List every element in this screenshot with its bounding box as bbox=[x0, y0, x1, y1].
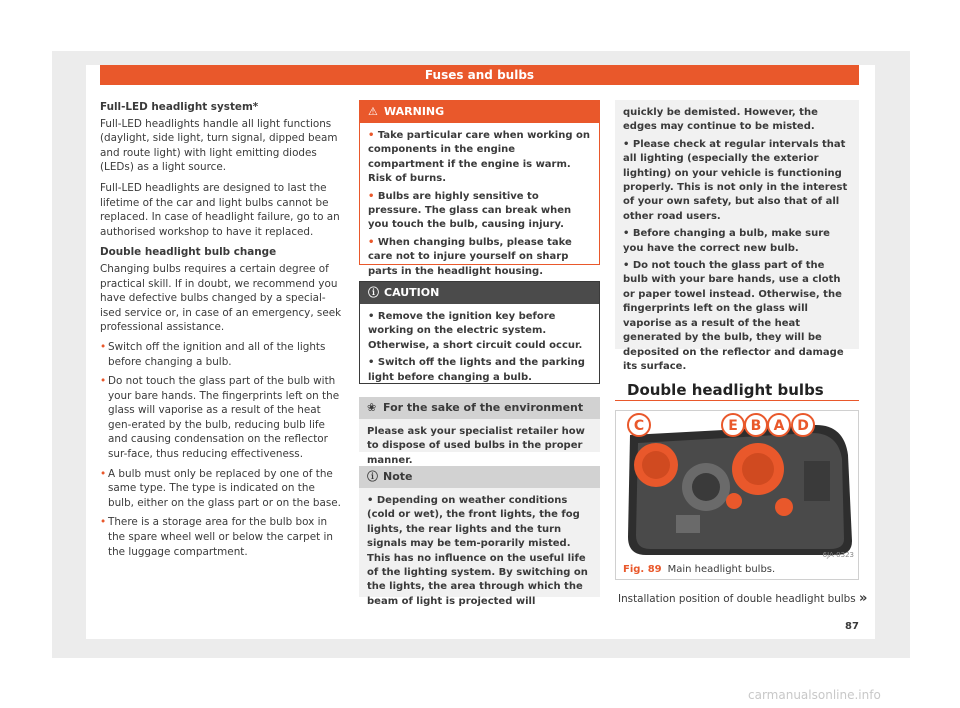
bullet-icon: • bbox=[623, 228, 633, 240]
info-circle-icon: ⓘ bbox=[368, 286, 379, 299]
note-box bbox=[359, 466, 600, 607]
svg-text:E: E bbox=[728, 418, 738, 434]
caution-box bbox=[359, 281, 600, 384]
bullet-icon: • bbox=[100, 516, 107, 529]
note-header: ⓘ Note bbox=[359, 466, 600, 488]
installation-text: Installation position of double headlight bulbs » bbox=[618, 591, 868, 606]
headlight-illustration bbox=[616, 411, 858, 561]
environment-text: Please ask your specialist retailer how to dispose of used bulbs in the proper manner. bbox=[367, 426, 585, 466]
bullet-icon: • bbox=[367, 495, 377, 506]
environment-icon: ❀ bbox=[367, 401, 377, 414]
bullet-icon: • bbox=[368, 130, 378, 141]
figure-label-c bbox=[628, 414, 650, 436]
svg-text:A: A bbox=[773, 418, 785, 434]
list-item: • Please check at regular intervals that all lighting (especially the exterior lighting) on your vehicle is functioning properly. This is not only in the interest of your own safety, but also that of all other road users. bbox=[623, 138, 848, 222]
continued-text: quickly be demisted. However, the edges may continue to be misted. bbox=[623, 107, 818, 133]
page-header: Fuses and bulbs bbox=[100, 65, 859, 85]
figure-number: Fig. 89 bbox=[623, 564, 662, 575]
figure-label-a bbox=[768, 414, 790, 436]
environment-header: ❀ For the sake of the environment bbox=[359, 397, 600, 419]
note-icon: ⓘ bbox=[367, 470, 378, 483]
headlight-figure bbox=[615, 410, 859, 580]
figure-label-d bbox=[792, 414, 814, 436]
list-item: • There is a storage area for the bulb box in the spare wheel well or below the carpet in the luggage compartment. bbox=[100, 516, 334, 558]
bullet-icon: • bbox=[368, 236, 378, 248]
warning-triangle-icon: ⚠ bbox=[368, 105, 378, 118]
heading-bulb-change: Double headlight bulb change bbox=[100, 246, 277, 259]
paragraph: Full-LED headlights handle all light functions (daylight, side light, turn signal, dipped beam and route light) with light emitting diodes (LEDs) as a light source. bbox=[100, 117, 338, 174]
list-item: • Switch off the lights and the parking light before changing a bulb. bbox=[368, 357, 585, 383]
caution-header: ⓘ CAUTION bbox=[360, 282, 599, 304]
figure-label-e bbox=[722, 414, 744, 436]
svg-text:D: D bbox=[797, 418, 809, 434]
list-item: • A bulb must only be replaced by one of the same type. The type is indicated on the bulb, either on the glass part or on the base. bbox=[100, 467, 341, 509]
bullet-icon: • bbox=[100, 375, 107, 388]
bullet-icon: • bbox=[100, 340, 107, 353]
list-item: • Do not touch the glass part of the bulb with your bare hands. The fingerprints left on the glass will vaporise as a result of the heat gen-erated by the bulb, reducing bulb life and causing condensation on the reflector sur-face, thus reducing effectiveness. bbox=[100, 375, 340, 461]
figure-caption: Fig. 89 Main headlight bulbs. bbox=[623, 564, 776, 575]
list-item: • Do not touch the glass part of the bulb with your bare hands, use a cloth or paper towel instead. Otherwise, the fingerprints left on the glass will vaporise as a result of the heat generated by the bulb, they will be deposited on the reflector and damage its surface. bbox=[623, 260, 844, 372]
bullet-icon: • bbox=[368, 311, 378, 322]
list-item: • Before changing a bulb, make sure you have the correct new bulb. bbox=[623, 228, 830, 254]
paragraph: Changing bulbs requires a certain degree of practical skill. If in doubt, we recommend you have defective bulbs changed by a special-ised service or, in case of an emergency, seek professional assistance. bbox=[100, 262, 342, 334]
section-title: Double headlight bulbs bbox=[627, 381, 824, 399]
environment-box bbox=[359, 397, 600, 466]
column-left bbox=[100, 100, 343, 559]
list-item: • Switch off the ignition and all of the lights before changing a bulb. bbox=[100, 340, 326, 368]
list-item: • Depending on weather conditions (cold or wet), the front lights, the fog lights, the rear lights and the turn signals may be tem-porarily misted. This has no influence on the useful life of the lighting system. By switching on the lights, the area through which the beam of light is projected will bbox=[367, 495, 588, 607]
list-item: • Bulbs are highly sensitive to pressure. The glass can break when you touch the bulb, causing injury. bbox=[368, 190, 572, 231]
note-continued-box bbox=[615, 100, 859, 372]
figure-label-b bbox=[745, 414, 767, 436]
paragraph: Full-LED headlights are designed to last the lifetime of the car and light bulbs cannot be replaced. In case of headlight failure, go to an authorised workshop to have it replaced. bbox=[100, 181, 340, 238]
list-item: • When changing bulbs, please take care not to injure yourself on sharp parts in the headlight housing. bbox=[368, 236, 572, 277]
figure-code: 6JA-0323 bbox=[822, 551, 854, 559]
bullet-icon: • bbox=[623, 138, 633, 150]
bullet-icon: • bbox=[368, 190, 378, 202]
list-item: • Take particular care when working on components in the engine compartment if the engine is warm. Risk of burns. bbox=[368, 130, 590, 185]
bullet-icon: • bbox=[100, 467, 107, 480]
bullet-icon: • bbox=[623, 260, 633, 272]
continue-arrow-icon: » bbox=[859, 591, 868, 606]
bullet-icon: • bbox=[368, 357, 378, 369]
watermark: carmanualsonline.info bbox=[748, 688, 881, 702]
heading-full-led: Full-LED headlight system* bbox=[100, 101, 259, 113]
page-number: 87 bbox=[845, 621, 859, 632]
warning-header: ⚠ WARNING bbox=[360, 101, 599, 123]
list-item: • Remove the ignition key before working on the electric system. Otherwise, a short circuit could occur. bbox=[368, 311, 583, 351]
section-divider bbox=[615, 400, 859, 401]
warning-box bbox=[359, 100, 600, 277]
svg-text:C: C bbox=[633, 418, 645, 434]
svg-text:B: B bbox=[750, 418, 762, 434]
